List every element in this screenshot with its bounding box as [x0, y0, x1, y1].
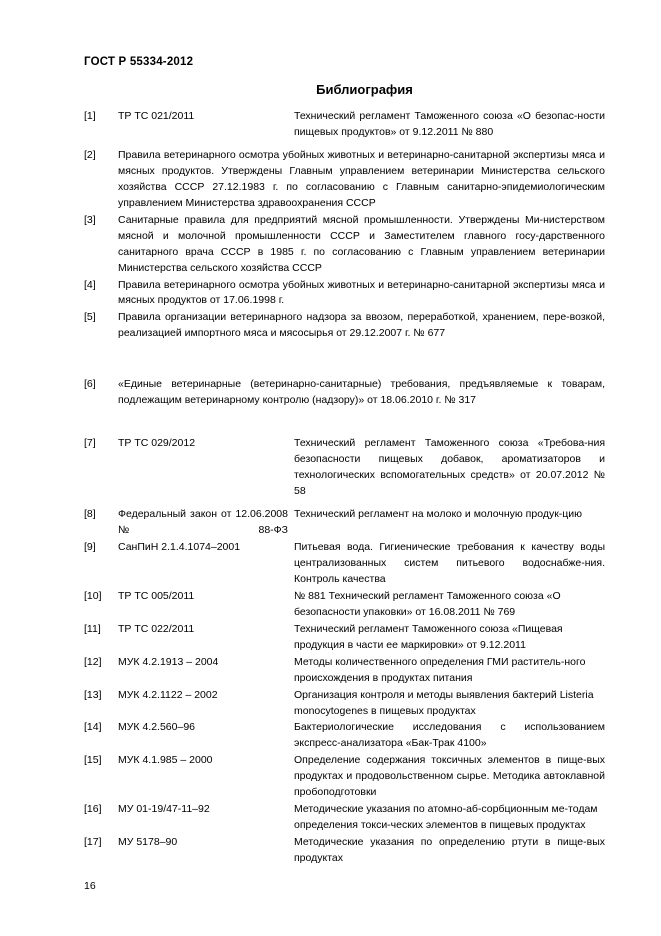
list-item — [84, 835, 605, 867]
reference-number: [13] — [84, 688, 102, 701]
list-item — [84, 148, 605, 212]
reference-text: Методы количественного определения ГМИ раститель-ного происхождения в продуктах питания — [294, 655, 586, 684]
reference-code: МУК 4.1.985 – 2000 — [118, 754, 213, 767]
reference-code: ТР ТС 005/2011 — [118, 589, 195, 602]
reference-code: ТР ТС 022/2011 — [118, 622, 195, 635]
list-item — [84, 720, 605, 752]
reference-code: МУК 4.2.1122 – 2002 — [118, 688, 218, 701]
reference-text: Технический регламент Таможенного союза «О безопас-ности пищевых продуктов» от 9.12.2011 № 880 — [294, 110, 605, 138]
reference-text: Правила ветеринарного осмотра убойных животных и ветеринарно-санитарной экспертизы мяса и мясных продуктов от 17.06.1998 г. — [118, 278, 605, 307]
reference-text: Определение содержания токсичных элементов в пище-вых продуктах и продовольственном сырье. Методика автоклавной пробоподготовки — [294, 754, 605, 799]
reference-code: СанПиН 2.1.4.1074–2001 — [118, 540, 241, 553]
list-item — [84, 278, 605, 310]
reference-text: № 881 Технический регламент Таможенного союза «О безопасности упаковки» от 16.08.2011 № 769 — [294, 589, 561, 618]
reference-code: Федеральный закон от 12.06.2008 № 88-ФЗ — [118, 508, 288, 537]
reference-number: [9] — [84, 540, 96, 553]
reference-number: [8] — [84, 508, 96, 521]
list-item — [84, 436, 605, 500]
list-item — [84, 802, 605, 834]
reference-number: [17] — [84, 836, 102, 849]
reference-text: Технический регламент Таможенного союза «Пищевая продукция в части ее маркировки» от 9.12.2011 — [294, 622, 563, 651]
list-item — [84, 589, 605, 621]
reference-number: [4] — [84, 278, 96, 291]
reference-text: Технический регламент на молоко и молочную продук-цию — [294, 508, 583, 521]
reference-number: [6] — [84, 378, 96, 391]
list-item — [84, 213, 605, 277]
reference-number: [3] — [84, 213, 96, 226]
reference-code: ТР ТС 021/2011 — [118, 110, 195, 122]
reference-number: [7] — [84, 437, 96, 450]
list-item — [84, 109, 605, 141]
reference-number: [2] — [84, 148, 96, 161]
reference-code: МУК 4.2.560–96 — [118, 721, 196, 734]
reference-text: Правила организации ветеринарного надзора за ввозом, переработкой, хранением, пере-возкой, реализацией импортного мяса и мясосырья от 29.12.2007 г. № 677 — [118, 311, 605, 340]
reference-number: [10] — [84, 589, 102, 602]
reference-text: Питьевая вода. Гигиенические требования к качеству воды централизованных систем питьевого водоснабже-ния. Контроль качества — [294, 540, 605, 585]
reference-text: Санитарные правила для предприятий мясной промышленности. Утверждены Ми-нистерством мясной и молочной промышленности СССР и Заместителем главного госу-дарственного санитарного врача СССР в 1985 г. по согласованию с Главным управлением ветеринарии Министерства сельского хозяйства СССР — [118, 213, 605, 274]
reference-text: Технический регламент Таможенного союза «Требова-ния безопасности пищевых добавок, ароматизаторов и технологических вспомогательных средств» от 20.07.2012 № 58 — [294, 437, 605, 498]
list-item — [84, 540, 605, 588]
reference-code: МУК 4.2.1913 – 2004 — [118, 655, 219, 668]
reference-code: МУ 5178–90 — [118, 836, 178, 849]
list-item — [84, 622, 605, 654]
reference-number: [5] — [84, 311, 96, 324]
reference-number: [11] — [84, 622, 101, 635]
reference-number: [12] — [84, 655, 102, 668]
reference-text: Правила ветеринарного осмотра убойных животных и ветеринарно-санитарной экспертизы мяса и мясных продуктов. Утверждены Главным управлением ветеринарии Министерства сельского хозяйства СССР 27.12.1983 г. по согласованию с Главным санитарно-эпидемиологическим управлением Министерства здравоохранения СССР — [118, 148, 605, 209]
list-item — [84, 655, 605, 687]
reference-text: «Единые ветеринарные (ветеринарно-санитарные) требования, предъявляемые к товарам, подлежащим ветеринарному контролю (надзору)» от 18.06.2010 г. № 317 — [118, 378, 605, 407]
reference-text: Бактериологические исследования с использованием экспресс-анализатора «Бак-Трак 4100» — [294, 721, 605, 750]
reference-text: Организация контроля и методы выявления бактерий Listeria monocytogenes в пищевых продуктах — [294, 688, 594, 717]
list-item — [84, 377, 605, 409]
page-title: Библиография — [316, 82, 413, 97]
list-item — [84, 688, 605, 720]
reference-text: Методические указания по атомно-аб-сорбционным ме-тодам определения токси-ческих элементов в пищевых продуктах — [294, 803, 598, 832]
reference-code: ТР ТС 029/2012 — [118, 437, 196, 450]
list-item — [84, 310, 605, 342]
page-number: 16 — [84, 880, 96, 892]
list-item — [84, 753, 605, 801]
reference-text: Методические указания по определению ртути в пище-вых продуктах — [294, 836, 605, 865]
reference-number: [1] — [84, 110, 96, 122]
reference-number: [16] — [84, 803, 102, 816]
reference-number: [14] — [84, 721, 102, 734]
bibliography-list — [84, 109, 605, 867]
document-header: ГОСТ Р 55334-2012 — [84, 56, 194, 68]
reference-code: МУ 01-19/47-11–92 — [118, 803, 210, 816]
list-item — [84, 507, 605, 539]
reference-number: [15] — [84, 754, 102, 767]
